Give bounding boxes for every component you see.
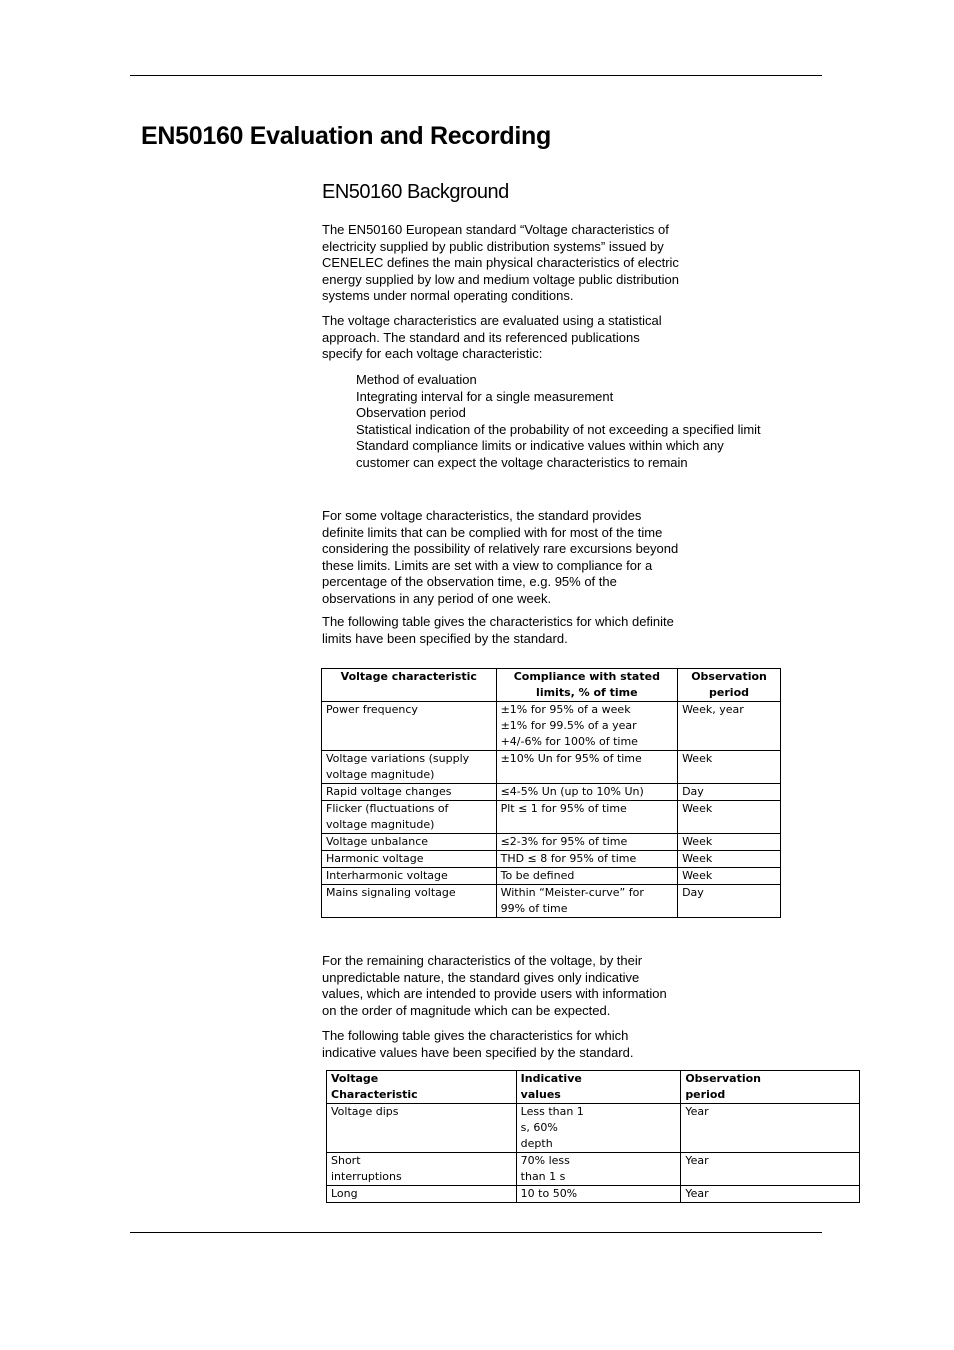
table-cell: Day (678, 885, 781, 918)
definite-limits-table (321, 668, 781, 918)
table-cell: Voltage dips (327, 1104, 517, 1153)
column-header: Compliance with stated limits, % of time (496, 669, 677, 702)
indicative-values-table (326, 1070, 860, 1203)
table-cell: ±10% Un for 95% of time (496, 751, 677, 784)
characteristic-list (356, 372, 761, 471)
table-row (322, 885, 781, 918)
table-cell: Long (327, 1186, 517, 1203)
table-row (322, 851, 781, 868)
paragraph-intro: The EN50160 European standard “Voltage characteristics of electricity supplied by public distribution systems” issued by CENELEC defines the main physical characteristics of electric energy supplied by low and medium voltage public distribution systems under normal operating conditions. (322, 222, 679, 303)
table-cell: Flicker (fluctuations of voltage magnitude) (322, 801, 497, 834)
table-header-row (322, 669, 781, 702)
column-header: Indicative values (516, 1071, 681, 1104)
table-row (322, 868, 781, 885)
table-row (327, 1104, 860, 1153)
table-row (327, 1186, 860, 1203)
table-row (322, 784, 781, 801)
table-cell: Less than 1 s, 60% depth (516, 1104, 681, 1153)
table-cell: Week (678, 834, 781, 851)
paragraph-limits: For some voltage characteristics, the standard provides definite limits that can be complied with for most of the time considering the possibility of relatively rare excursions beyond these limits. Limits are set with a view to compliance for a percentage of the observation time, e.g. 95% of the observations in any period of one week. (322, 508, 679, 606)
column-header: Observation period (678, 669, 781, 702)
list-item: Method of evaluation (356, 372, 477, 387)
list-item: Statistical indication of the probability of not exceeding a specified limit (356, 421, 761, 437)
table-cell: Year (681, 1186, 860, 1203)
table-cell: ±1% for 95% of a week ±1% for 99.5% of a year +4/-6% for 100% of time (496, 702, 677, 751)
table-row (322, 801, 781, 834)
table-cell: Interharmonic voltage (322, 868, 497, 885)
table-cell: THD ≤ 8 for 95% of time (496, 851, 677, 868)
table-row (327, 1153, 860, 1186)
column-header: Voltage characteristic (322, 669, 497, 702)
table-row (322, 834, 781, 851)
table-cell: Week (678, 868, 781, 885)
paragraph-table1-intro: The following table gives the characteristics for which definite limits have been specified by the standard. (322, 614, 674, 646)
table-cell: Year (681, 1153, 860, 1186)
column-header: Voltage Characteristic (327, 1071, 517, 1104)
table-cell: Week (678, 851, 781, 868)
table-cell: Week (678, 751, 781, 784)
table-row (322, 751, 781, 784)
section-heading: EN50160 Background (322, 181, 509, 203)
table-cell: ≤4-5% Un (up to 10% Un) (496, 784, 677, 801)
list-item: customer can expect the voltage characteristics to remain (356, 454, 688, 470)
table-cell: Mains signaling voltage (322, 885, 497, 918)
table-cell: Harmonic voltage (322, 851, 497, 868)
paragraph-table2-intro: The following table gives the characteristics for which indicative values have been specified by the standard. (322, 1028, 634, 1060)
table-cell: 70% less than 1 s (516, 1153, 681, 1186)
table-cell: 10 to 50% (516, 1186, 681, 1203)
table-cell: Week (678, 801, 781, 834)
table-cell: Voltage unbalance (322, 834, 497, 851)
table-cell: To be defined (496, 868, 677, 885)
table-header-row (327, 1071, 860, 1104)
table-cell: Short interruptions (327, 1153, 517, 1186)
table-cell: Rapid voltage changes (322, 784, 497, 801)
bottom-rule (130, 1232, 822, 1233)
paragraph-statistical: The voltage characteristics are evaluated using a statistical approach. The standard and its referenced publications specify for each voltage characteristic: (322, 313, 662, 361)
page-title: EN50160 Evaluation and Recording (141, 122, 551, 150)
table-cell: Voltage variations (supply voltage magnitude) (322, 751, 497, 784)
table-cell: Power frequency (322, 702, 497, 751)
table-cell: Week, year (678, 702, 781, 751)
column-header: Observation period (681, 1071, 860, 1104)
top-rule (130, 75, 822, 76)
table-row (322, 702, 781, 751)
table-cell: Plt ≤ 1 for 95% of time (496, 801, 677, 834)
list-item: Standard compliance limits or indicative values within which any (356, 438, 724, 453)
list-item: Observation period (356, 405, 466, 420)
table-cell: ≤2-3% for 95% of time (496, 834, 677, 851)
table-cell: Year (681, 1104, 860, 1153)
paragraph-indicative: For the remaining characteristics of the voltage, by their unpredictable nature, the standard gives only indicative values, which are intended to provide users with information on the order of magnitude which can be expected. (322, 953, 667, 1018)
table-cell: Day (678, 784, 781, 801)
table-cell: Within “Meister-curve” for 99% of time (496, 885, 677, 918)
list-item: Integrating interval for a single measurement (356, 388, 614, 404)
